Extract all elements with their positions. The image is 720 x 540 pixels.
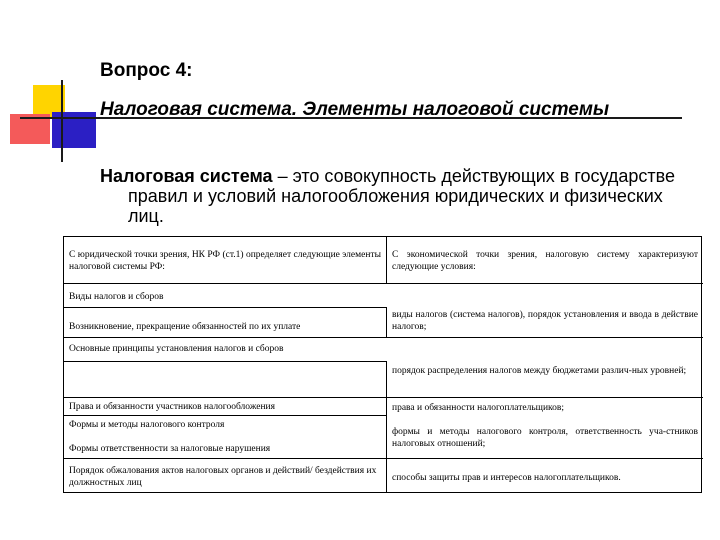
left-row: Виды налогов и сборов [69,292,164,302]
definition-paragraph [100,166,688,226]
left-header: С юридической точки зрения, НК РФ (ст.1) определяет следующие элементы налоговой системы РФ: [69,250,381,272]
definition-term: Налоговая система [100,166,273,186]
table-divider [64,415,386,416]
table-divider [64,283,703,284]
right-row: способы защиты прав и интересов налогоплательщиков. [392,473,621,483]
table-divider [64,397,703,398]
left-row: Порядок обжалования актов налоговых органов и действий/ бездействия их должностных лиц [69,466,377,488]
table-divider [64,361,386,362]
right-header: С экономической точки зрения, налоговую систему характеризуют следующие условия: [392,250,698,272]
right-row: права и обязанности налогоплательщиков; [392,403,565,413]
definition-text: – это совокупность действующих в государстве правил и условий налогообложения юридических и физических лиц. [128,166,676,226]
slide-title: Налоговая система. Элементы налоговой системы [100,99,610,120]
right-row: порядок распределения налогов между бюджетами различ-ных уровней; [392,366,687,376]
right-row: формы и методы налогового контроля, ответственность уча-стников налоговых отношений; [392,427,698,449]
left-row: Формы и методы налогового контроля [69,420,225,430]
decor-vertical-line [61,80,63,162]
table-divider [64,337,703,338]
left-row: Формы ответственности за налоговые нарушения [69,444,271,454]
elements-table [63,236,702,493]
right-row: виды налогов (система налогов), порядок установления и ввода в действие налогов; [392,310,698,332]
table-divider [64,307,386,308]
left-row: Права и обязанности участников налогообложения [69,402,276,412]
left-row: Возникновение, прекращение обязанностей по их уплате [69,322,301,332]
left-row: Основные принципы установления налогов и сборов [69,344,284,354]
question-label: Вопрос 4: [100,60,193,81]
table-divider [64,458,703,459]
